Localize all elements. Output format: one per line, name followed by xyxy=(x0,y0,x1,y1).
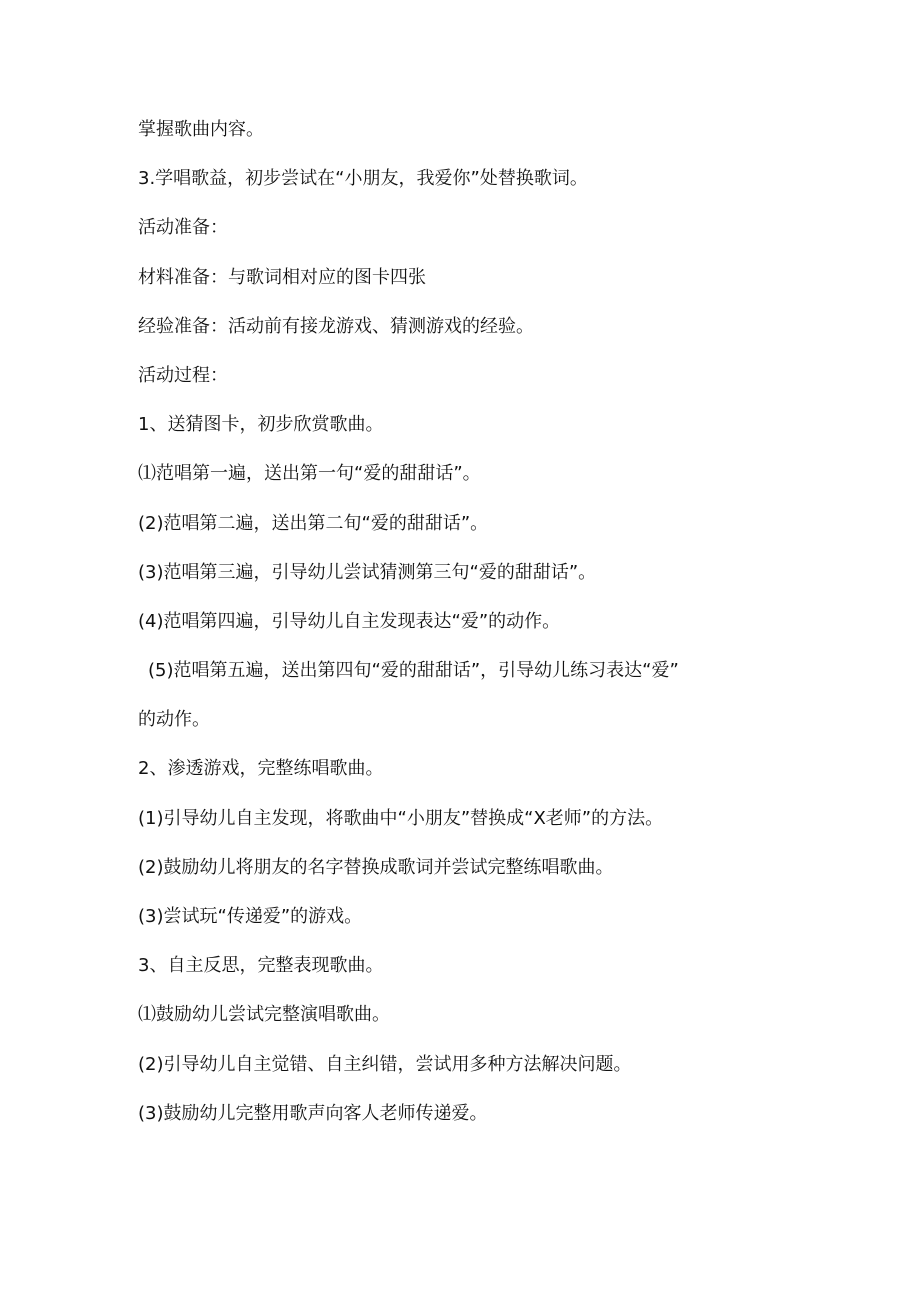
text-line-step-1: 1、送猜图卡，初步欣赏歌曲。 xyxy=(138,414,384,436)
text-line-step-3-2: (2)引导幼儿自主觉错、自主纠错，尝试用多种方法解决问题。 xyxy=(138,1053,632,1075)
text-line-step-2: 2、渗透游戏，完整练唱歌曲。 xyxy=(138,758,384,780)
text-line-step-1-4: (4)范唱第四遍，引导幼儿自主发现表达“爱”的动作。 xyxy=(138,610,561,632)
text-line-step-2-3: (3)尝试玩“传递爱”的游戏。 xyxy=(138,906,363,927)
text-line-step-1-1: ⑴范唱第一遍，送出第一句“爱的甜甜话”。 xyxy=(138,463,481,485)
text-line-step-1-3: (3)范唱第三遍，引导幼儿尝试猜测第三句“爱的甜甜话”。 xyxy=(138,561,597,583)
text-line-step-3: 3、自主反思，完整表现歌曲。 xyxy=(138,955,384,977)
text-line-step-2-2: (2)鼓励幼儿将朋友的名字替换成歌词并尝试完整练唱歌曲。 xyxy=(138,856,614,878)
text-line-goal-continuation: 掌握歌曲内容。 xyxy=(138,119,264,140)
text-line-step-3-3: (3)鼓励幼儿完整用歌声向客人老师传递爱。 xyxy=(138,1102,488,1124)
section-heading-process: 活动过程： xyxy=(138,364,228,386)
text-line-step-1-2: (2)范唱第二遍，送出第二旬“爱的甜甜话”。 xyxy=(138,512,489,534)
section-heading-preparation: 活动准备： xyxy=(138,217,228,239)
text-line-step-1-5: (5)范唱第五遍，送出第四旬“爱的甜甜话”，引导幼儿练习表达“爱” xyxy=(148,660,679,682)
text-line-step-3-1: ⑴鼓励幼儿尝试完整演唱歌曲。 xyxy=(138,1004,390,1026)
text-line-experience-prep: 经验准备：活动前有接龙游戏、猜测游戏的经验。 xyxy=(138,315,534,337)
text-line-step-2-1: (1)引导幼儿自主发现，将歌曲中“小朋友”替换成“X老师”的方法。 xyxy=(138,807,664,829)
text-line-step-1-5-continuation: 的动作。 xyxy=(138,709,210,731)
text-line-material-prep: 材料准备：与歌词相对应的图卡四张 xyxy=(138,266,426,288)
text-line-goal-3: 3.学唱歌益，初步尝试在“小朋友，我爱你”处替换歌词。 xyxy=(138,168,588,190)
document-body xyxy=(138,112,798,1145)
